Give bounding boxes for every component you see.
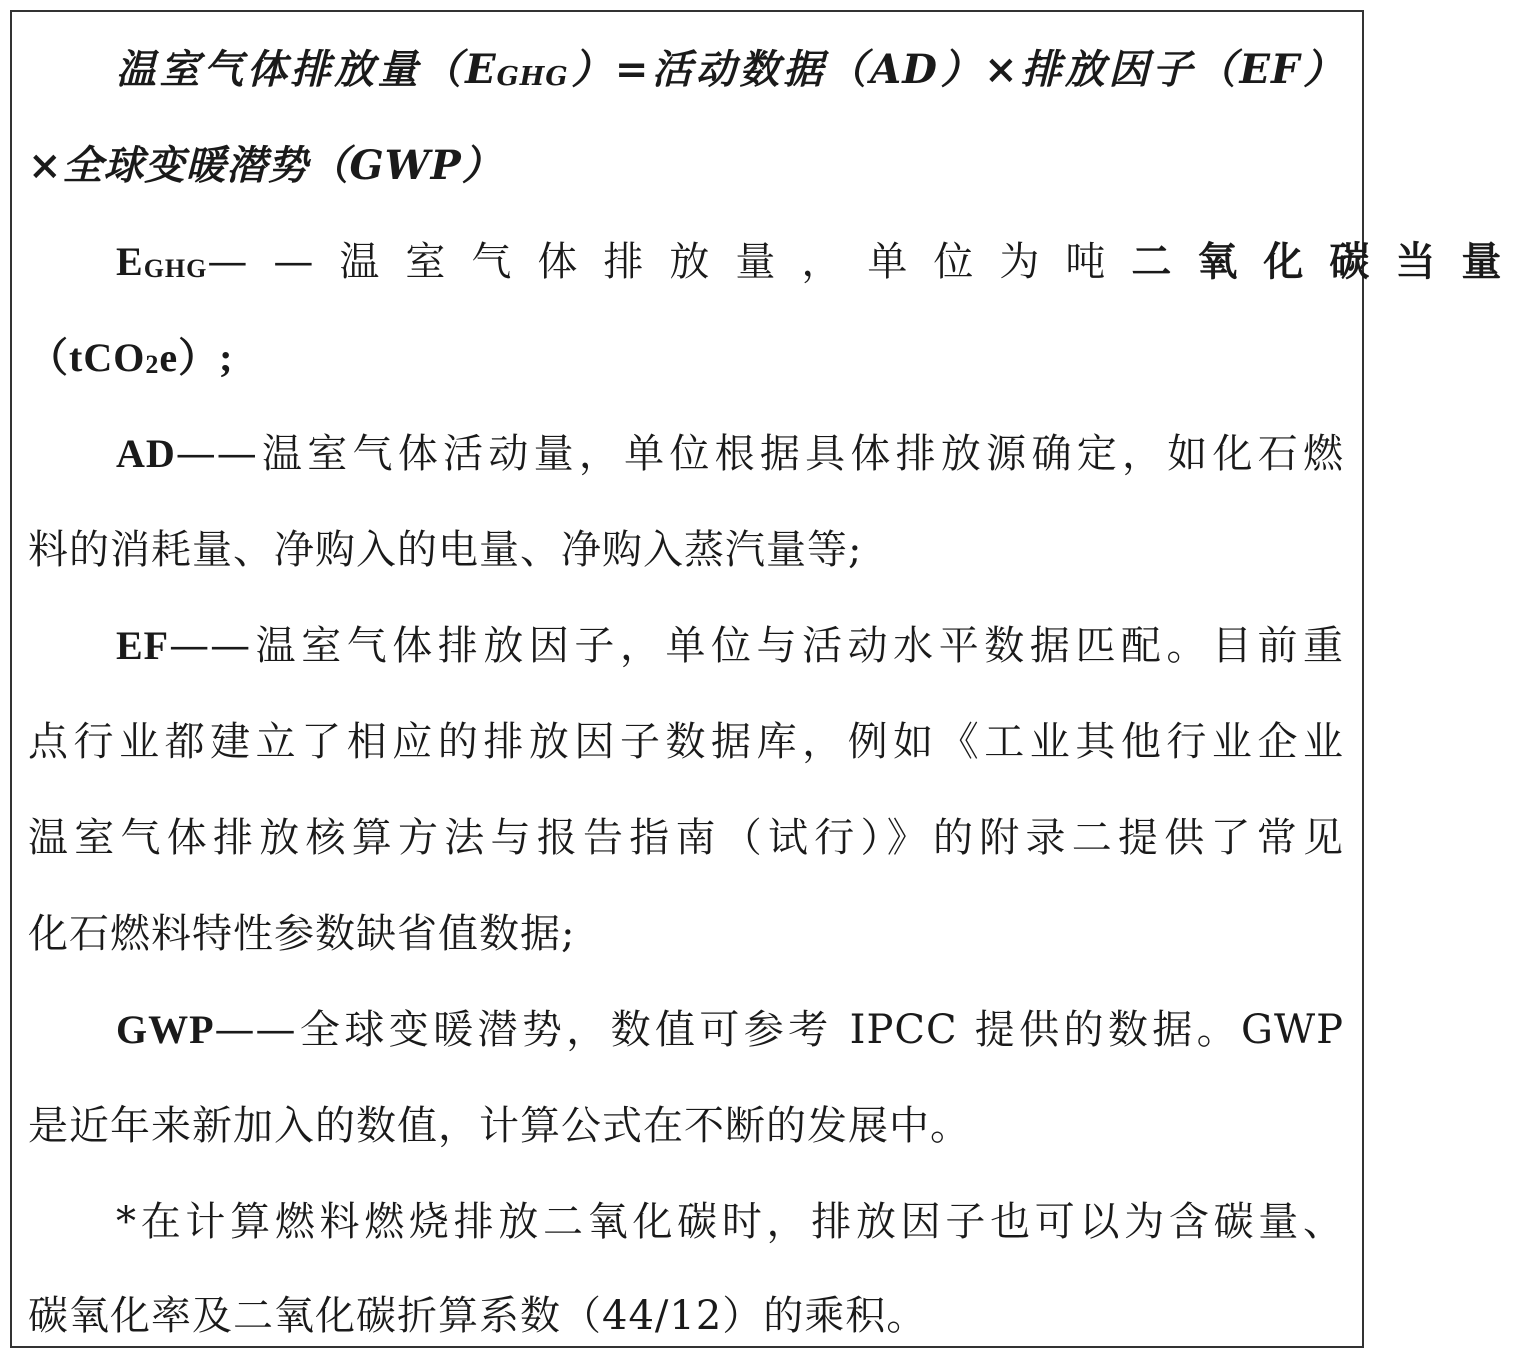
def-eghg-term-subscript: GHG <box>143 254 208 283</box>
def-gwp-line-2: 是近年来新加入的数值，计算公式在不断的发展中。 <box>28 1103 971 1149</box>
def-eghg-unit-bold: 二氧化碳当量 <box>1131 238 1527 285</box>
def-ef-term: EF <box>116 623 170 668</box>
def-ad-line-2: 料的消耗量、净购入的电量、净购入蒸汽量等; <box>28 527 863 573</box>
def-eghg-unit-b: e）; <box>159 335 234 380</box>
def-eghg-text: ——温室气体排放量，单位为吨 <box>207 239 1132 285</box>
def-eghg-line-2 <box>28 334 1344 389</box>
formula-part-b: ）=活动数据（AD）×排放因子（EF） <box>568 46 1344 93</box>
def-eghg-unit-a: （tCO <box>28 335 146 380</box>
def-gwp-term: GWP <box>116 1007 215 1052</box>
def-ad-term: AD <box>116 431 176 476</box>
def-eghg-line-1 <box>116 238 1527 293</box>
formula-part-a: 温室气体排放量（E <box>116 46 497 93</box>
def-ef-line-2: 点行业都建立了相应的排放因子数据库，例如《工业其他行业企业 <box>28 719 1344 765</box>
def-ef-line-4: 化石燃料特性参数缺省值数据; <box>28 911 576 957</box>
def-ef-text-1: ——温室气体排放因子，单位与活动水平数据匹配。目前重 <box>169 623 1344 669</box>
def-gwp-text-1: ——全球变暖潜势，数值可参考 IPCC 提供的数据。GWP <box>214 1007 1344 1053</box>
formula-subscript: GHG <box>496 62 569 92</box>
def-ad-line-1 <box>116 430 1344 478</box>
def-eghg-unit-subscript: 2 <box>145 350 160 379</box>
def-eghg-term: E <box>116 239 144 284</box>
def-gwp-line-1 <box>116 1006 1344 1054</box>
formula-line-2: ×全球变暖潜势（GWP） <box>28 142 503 189</box>
note-line-2: 碳氧化率及二氧化碳折算系数（44/12）的乘积。 <box>28 1293 928 1339</box>
formula-line-1 <box>116 46 1344 101</box>
def-ef-line-1 <box>116 622 1344 670</box>
note-line-1: *在计算燃料燃烧排放二氧化碳时，排放因子也可以为含碳量、 <box>116 1199 1344 1245</box>
def-ad-text-1: ——温室气体活动量，单位根据具体排放源确定，如化石燃 <box>175 431 1344 477</box>
def-ef-line-3: 温室气体排放核算方法与报告指南（试行）》的附录二提供了常见 <box>28 815 1344 861</box>
